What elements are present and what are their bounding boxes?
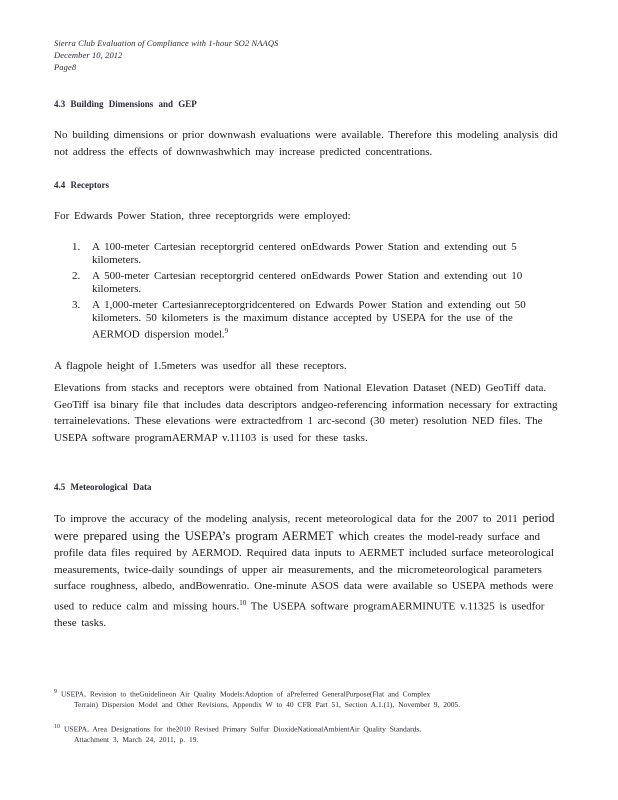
footnote-line: Terrain) Dispersion Model and Other Revisions, Appendix W to 40 CFR Part 51, Section A.1.(1), November 9, 2005. [74, 700, 461, 709]
section-4-5-heading: 4.5 Meteorological Data [54, 482, 152, 492]
section-4-4-intro: For Edwards Power Station, three receptorgrids were employed: [54, 210, 351, 222]
list-item [72, 241, 542, 267]
header-page: Page8 [54, 62, 77, 72]
elevations-text: Elevations from stacks and receptors were obtained from National Elevation Dataset (NED) GeoTiff data. GeoTiff isa binary file that includes data descriptors andgeo-referencing information necessary for extracting terrainelevations. These elevations were extractedfrom 1 arc-second (30 meter) resolution NED files. The USEPA software programAERMAP v.11103 is used for these tasks. [54, 382, 558, 444]
list-item-number: 1. [72, 241, 81, 253]
met-text-b: period were prepared using the USEPA’s program AERMET which [54, 511, 555, 543]
list-item [72, 270, 542, 296]
list-item-number: 2. [72, 270, 81, 282]
list-item-text: A 500-meter Cartesian receptorgrid centered onEdwards Power Station and extending out 10 kilometers. [92, 270, 523, 295]
footnote-ref-9: 9 [224, 327, 229, 335]
met-text-d: The USEPA software programAERMINUTE v.11325 is usedfor these tasks. [54, 600, 545, 629]
header-date: December 10, 2012 [54, 50, 123, 60]
section-4-5-text [54, 510, 564, 631]
footnote-ref-10: 10 [239, 598, 247, 607]
list-item-number: 3. [72, 299, 81, 311]
header-title: Sierra Club Evaluation of Compliance with 1-hour SO2 NAAQS [54, 38, 279, 48]
footnote-10 [54, 722, 534, 746]
section-4-4-heading: 4.4 Receptors [54, 180, 109, 190]
list-item-text: A 100-meter Cartesian receptorgrid centered onEdwards Power Station and extending out 5 kilometers. [92, 241, 517, 266]
footnote-9 [54, 687, 534, 711]
list-item [72, 299, 542, 342]
section-4-3-heading: 4.3 Building Dimensions and GEP [54, 99, 197, 109]
footnote-line: USEPA, Revision to theGuidelineon Air Quality Models:Adoption of aPreferred GeneralPurpose(Flat and Complex [61, 689, 431, 699]
flagpole-text: A flagpole height of 1.5meters was usedfor all these receptors. [54, 360, 347, 372]
receptor-grid-list [72, 241, 542, 345]
section-4-3-text: No building dimensions or prior downwash evaluations were available. Therefore this modeling analysis did not address the effects of downwashwhich may increase predicted concentrations. [54, 129, 558, 158]
list-item-text: A 1,000-meter Cartesianreceptorgridcentered on Edwards Power Station and extending out 50 kilometers. 50 kilometers is the maximum distance accepted by USEPA for the use of the AERMOD dispersion model. [92, 299, 526, 341]
met-text-c: creates the model-ready surface and profile data files required by AERMOD. Required data inputs to AERMET included surface meteorological measurements, twice-daily soundings of upper air measurements, and the micrometeorological parameters surface roughness, albedo, andBowenratio. One-minute ASOS data were available so USEPA methods were used to reduce calm and missing hours. [54, 530, 554, 613]
footnote-line: Attachment 3, March 24, 2011, p. 19. [74, 735, 199, 744]
footnote-line: USEPA, Area Designations for the2010 Revised Primary Sulfur DioxideNationalAmbientAir Quality Standards, [64, 724, 422, 734]
footnote-mark: 10 [54, 724, 60, 730]
footnote-mark: 9 [54, 689, 57, 695]
met-text-a: To improve the accuracy of the modeling analysis, recent meteorological data for the 2007 to 2011 [54, 513, 518, 525]
